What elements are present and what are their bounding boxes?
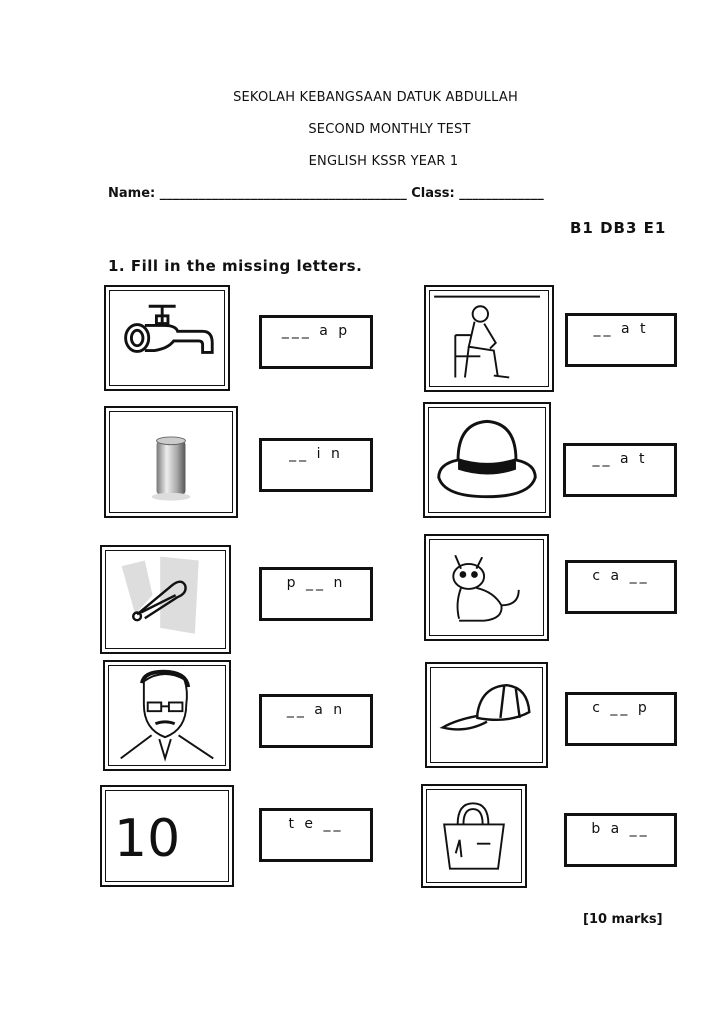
tin-can-icon [106,408,236,516]
cap-picture [425,662,548,768]
answer-box-8[interactable]: c __ p [565,692,677,746]
answer-box-9[interactable]: t e __ [259,808,373,862]
bag-picture [421,784,527,888]
safety-pin-icon [102,547,229,652]
school-name: SEKOLAH KEBANGSAAN DATUK ABDULLAH [233,90,518,105]
total-marks: [10 marks] [583,912,663,927]
answer-box-5[interactable]: p __ n [259,567,373,621]
number-ten-text: 10 [114,809,181,869]
answer-box-7[interactable]: __ a n [259,694,373,748]
answer-box-10[interactable]: b a __ [564,813,677,867]
question-heading: 1. Fill in the missing letters. [108,257,363,275]
subject-title: ENGLISH KSSR YEAR 1 [308,154,459,169]
cat-picture [424,534,549,641]
bag-icon [423,786,525,886]
tap-picture [104,285,230,391]
answer-box-1[interactable]: ___ a p [259,315,373,369]
paper-code: B1 DB3 E1 [570,219,667,237]
hat-icon [425,404,549,516]
man-face-picture [103,660,231,771]
name-class-line: Name: ______________________________________ Class: _____________ [108,186,544,201]
tap-icon [106,287,228,389]
hat-picture [423,402,551,518]
answer-box-6[interactable]: c a __ [565,560,677,614]
man-sitting-picture [424,285,554,392]
cap-icon [427,664,546,766]
cat-icon [426,536,547,639]
tin-can-picture [104,406,238,518]
answer-box-3[interactable]: __ i n [259,438,373,492]
number-ten-picture [100,785,234,887]
answer-box-2[interactable]: __ a t [565,313,677,367]
man-face-icon [105,662,229,769]
safety-pin-picture [100,545,231,654]
man-sitting-icon [426,287,552,390]
answer-box-4[interactable]: __ a t [563,443,677,497]
test-title: SECOND MONTHLY TEST [308,122,471,137]
